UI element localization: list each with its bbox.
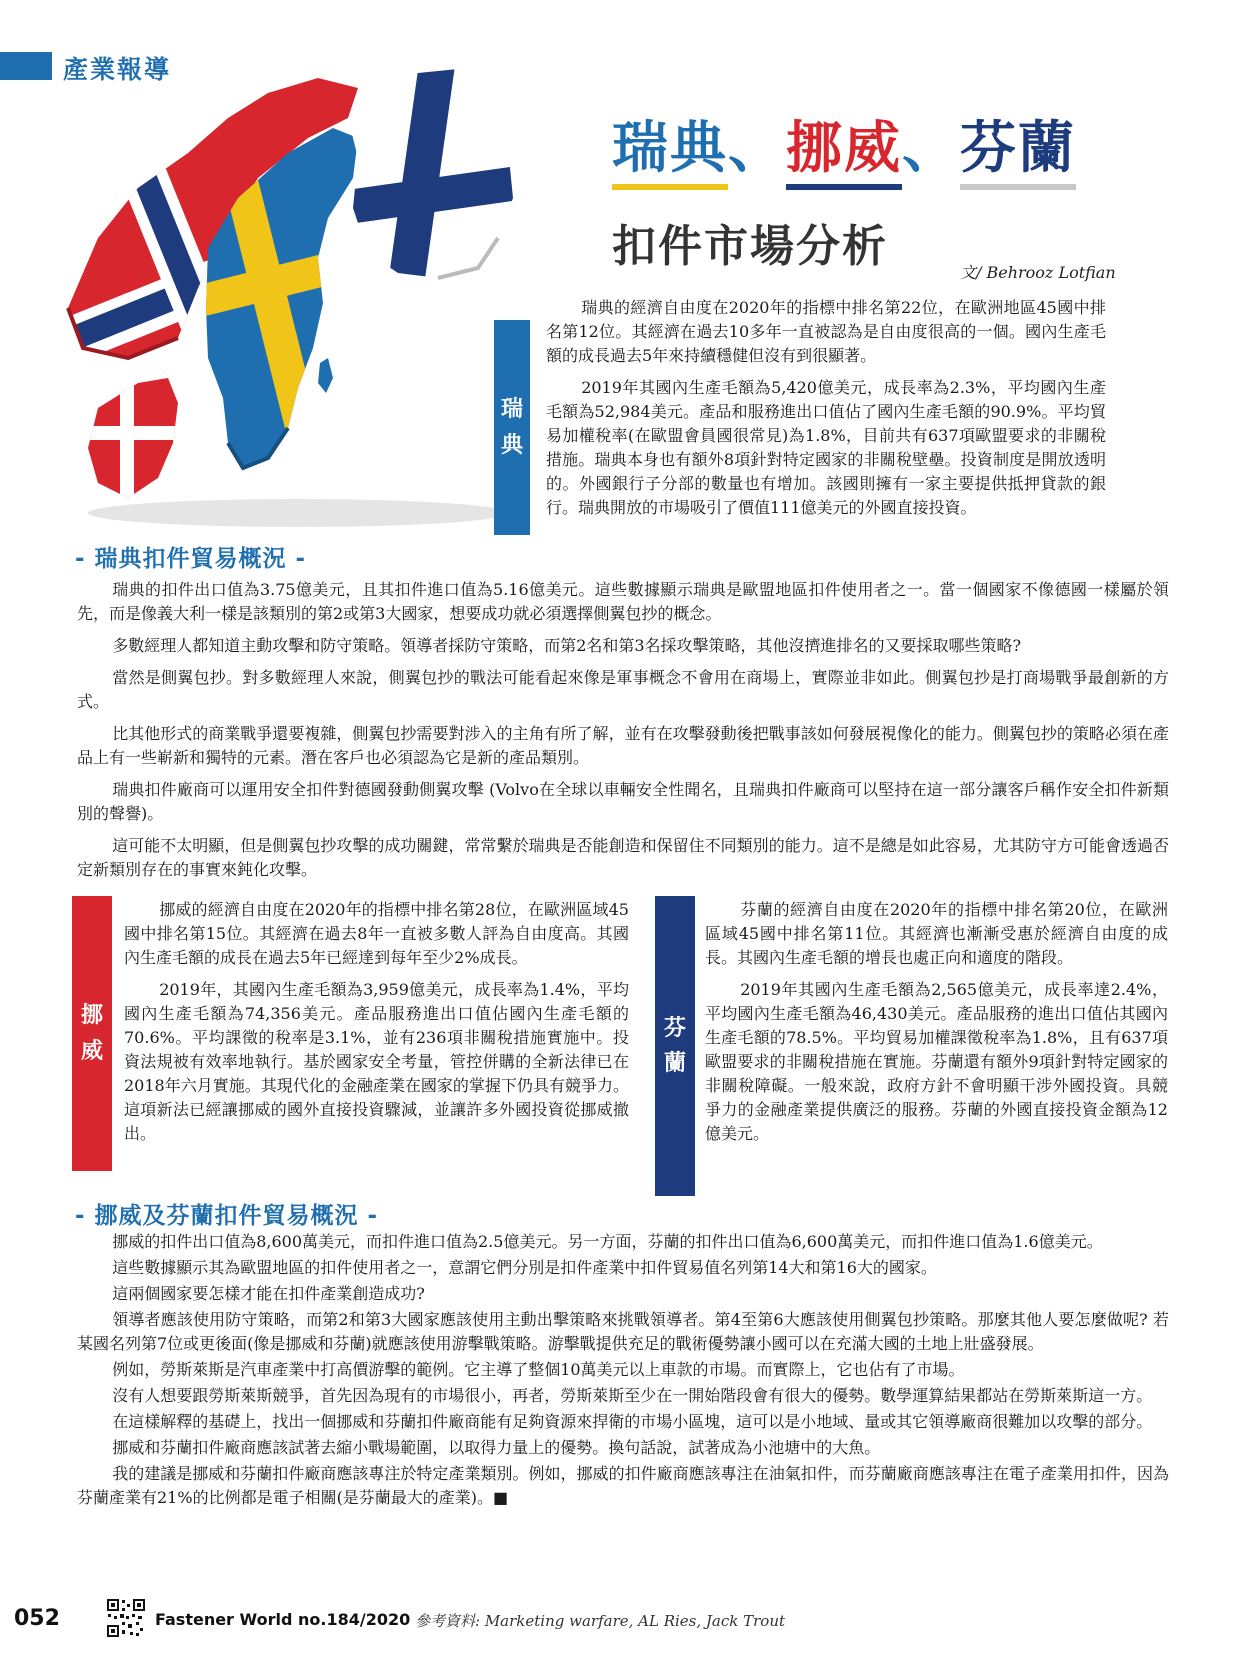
paragraph: 沒有人想要跟勞斯萊斯競爭，首先因為現有的市場很小，再者，勞斯萊斯至少在一開始階段會有很大的優勢。數學運算結果都站在勞斯萊斯這一方。: [112, 1386, 1153, 1405]
paragraph: 挪威的扣件出口值為8,600萬美元，而扣件進口值為2.5億美元。另一方面，芬蘭的扣件出口值為6,600萬美元，而扣件進口值為1.6億美元。: [112, 1232, 1103, 1251]
title-separator: 、: [902, 116, 960, 181]
sweden-intro: [546, 296, 1106, 528]
title-norway: 挪威: [786, 118, 902, 190]
sweden-trade-body: [77, 578, 1169, 890]
tab-char: 典: [500, 432, 523, 458]
paragraph: 2019年，其國內生產毛額為3,959億美元，成長率為1.4%，平均國內生產毛額為74,356美元。產品服務進出口值佔國內生產毛額的70.6%。平均課徵的稅率是3.1%，並有236項非關稅措施實施中。投資法規被有效率地執行。基於國家安全考量，管控併購的全新法律已在2018年六月實施。其現代化的金融產業在國家的掌握下仍具有競爭力。這項新法已經讓挪威的國外直接投資驟減，並讓許多外國投資從挪威撤出。: [124, 980, 629, 1143]
tab-char: 挪: [80, 1003, 103, 1029]
title-sweden: 瑞典: [612, 118, 728, 190]
norway-tab: [72, 896, 112, 1171]
finland-intro: [705, 898, 1168, 1154]
magazine-name: Fastener World no.184/2020: [155, 1610, 411, 1629]
page-number: 052: [14, 1606, 60, 1631]
title-finland: 芬蘭: [960, 118, 1076, 190]
paragraph: 例如，勞斯萊斯是汽車產業中打高價游擊的範例。它主導了整個10萬美元以上車款的市場。而實際上，它也佔有了市場。: [112, 1360, 965, 1379]
tab-char: 威: [80, 1038, 103, 1064]
section-label: 產業報導: [63, 55, 172, 84]
tab-char: 蘭: [663, 1051, 686, 1076]
norway-intro: [124, 898, 629, 1154]
paragraph: 多數經理人都知道主動攻擊和防守策略。領導者採防守策略，而第2名和第3名採攻擊策略，其他沒擠進排名的又要採取哪些策略?: [112, 636, 1022, 655]
tab-char: 瑞: [500, 397, 523, 423]
article-subtitle: 扣件市場分析: [612, 221, 888, 272]
paragraph: 挪威的經濟自由度在2020年的指標中排名第28位，在歐洲區域45國中排名第15位。其經濟在過去8年一直被多數人評為自由度高。其國內生產毛額的成長在過去5年已經達到每年至少2%成長。: [124, 900, 629, 967]
paragraph: 比其他形式的商業戰爭還要複雜，側翼包抄需要對涉入的主角有所了解，並有在攻擊發動後把戰事該如何發展視像化的能力。側翼包抄的策略必須在產品上有一些嶄新和獨特的元素。潛在客戶也必須認為它是新的產品類別。: [77, 724, 1169, 767]
paragraph: 這兩個國家要怎樣才能在扣件產業創造成功?: [112, 1284, 425, 1303]
author-byline: 文/ Behrooz Lotfian: [960, 263, 1116, 282]
paragraph: 領導者應該使用防守策略，而第2和第3大國家應該使用主動出擊策略來挑戰領導者。第4至第6大應該使用側翼包抄策略。那麼其他人要怎麼做呢? 若某國名列第7位或更後面(像是挪威和芬蘭)就應該使用游擊戰策略。游擊戰提供充足的戰術優勢讓小國可以在充滿大國的土地上壯盛發展。: [77, 1310, 1169, 1353]
paragraph: 當然是側翼包抄。對多數經理人來說，側翼包抄的戰法可能看起來像是軍事概念不會用在商場上，實際並非如此。側翼包抄是打商場戰爭最創新的方式。: [77, 668, 1169, 711]
finland-tab: [655, 896, 695, 1196]
paragraph: 2019年其國內生產毛額為5,420億美元，成長率為2.3%，平均國內生產毛額為52,984美元。產品和服務進出口值佔了國內生產毛額的90.9%。平均貿易加權稅率(在歐盟會員國很常見)為1.8%，目前共有637項歐盟要求的非關稅措施。瑞典本身也有額外8項針對特定國家的非關稅壁壘。投資制度是開放透明的。外國銀行子分部的數量也有增加。該國則擁有一家主要提供抵押貸款的銀行。瑞典開放的市場吸引了價值111億美元的外國直接投資。: [546, 378, 1106, 517]
paragraph: 在這樣解釋的基礎上，找出一個挪威和芬蘭扣件廠商能有足夠資源來捍衛的市場小區塊，這可以是小地域、量或其它領導廠商很難加以攻擊的部分。: [112, 1412, 1153, 1431]
paragraph: 2019年其國內生產毛額為2,565億美元，成長率達2.4%，平均國內生產毛額為46,430美元。產品服務的進出口值佔其國內生產毛額的78.5%。平均貿易加權課徵稅率為1.8%，且有637項歐盟要求的非關稅措施在實施。芬蘭還有額外9項針對特定國家的非關稅障礙。一般來說，政府方針不會明顯干涉外國投資。具競爭力的金融產業提供廣泛的服務。芬蘭的外國直接投資金額為12億美元。: [705, 980, 1168, 1143]
qr-code-icon[interactable]: [106, 1598, 146, 1638]
paragraph: 這些數據顯示其為歐盟地區的扣件使用者之一，意謂它們分別是扣件產業中扣件貿易值名列第14大和第16大的國家。: [112, 1258, 937, 1277]
article-title: [612, 118, 1076, 190]
finland-flag-shape: [337, 58, 530, 299]
paragraph: 這可能不太明顯，但是側翼包抄攻擊的成功關鍵，常常繫於瑞典是否能創造和保留住不同類別的能力。這不是總是如此容易，尤其防守方可能會透過否定新類別存在的事實來鈍化攻擊。: [77, 836, 1169, 879]
sweden-tab: [494, 320, 530, 535]
denmark-flag-shape: [78, 368, 198, 508]
paragraph: 芬蘭的經濟自由度在2020年的指標中排名第20位，在歐洲區域45國中排名第11位。其經濟也漸漸受惠於經濟自由度的成長。其國內生產毛額的增長也處正向和適度的階段。: [705, 900, 1168, 967]
sweden-trade-heading: - 瑞典扣件貿易概況 -: [75, 546, 307, 572]
paragraph: 瑞典的扣件出口值為3.75億美元，且其扣件進口值為5.16億美元。這些數據顯示瑞典是歐盟地區扣件使用者之一。當一個國家不像德國一樣屬於領先，而是像義大利一樣是該類別的第2或第3大國家，想要成功就必須選擇側翼包抄的概念。: [77, 580, 1169, 623]
title-separator: 、: [728, 116, 786, 181]
section-color-bar: [0, 52, 52, 80]
paragraph: 瑞典的經濟自由度在2020年的指標中排名第22位，在歐洲地區45國中排名第12位。其經濟在過去10多年一直被認為是自由度很高的一個。國內生產毛額的成長過去5年來持續穩健但沒有到很顯著。: [546, 298, 1106, 365]
nf-trade-body: [77, 1230, 1169, 1512]
paragraph: 我的建議是挪威和芬蘭扣件廠商應該專注於特定產業類別。例如，挪威的扣件廠商應該專注在油氣扣件，而芬蘭廠商應該專注在電子產業用扣件，因為芬蘭產業有21%的比例都是電子相關(是芬蘭最大的產業)。■: [77, 1464, 1169, 1507]
paragraph: 瑞典扣件廠商可以運用安全扣件對德國發動側翼攻擊 (Volvo在全球以車輛安全性聞名，且瑞典扣件廠商可以堅持在這一部分讓客戶稱作安全扣件新類別的聲譽)。: [77, 780, 1169, 823]
paragraph: 挪威和芬蘭扣件廠商應該試著去縮小戰場範圍，以取得力量上的優勢。換句話說，試著成為小池塘中的大魚。: [112, 1438, 881, 1457]
reference-note: 參考資料: Marketing warfare, AL Ries, Jack Trout: [415, 1612, 786, 1630]
tab-char: 芬: [663, 1015, 686, 1041]
nf-trade-heading: - 挪威及芬蘭扣件貿易概況 -: [75, 1203, 379, 1229]
nordic-flag-map-illustration: [58, 58, 558, 538]
